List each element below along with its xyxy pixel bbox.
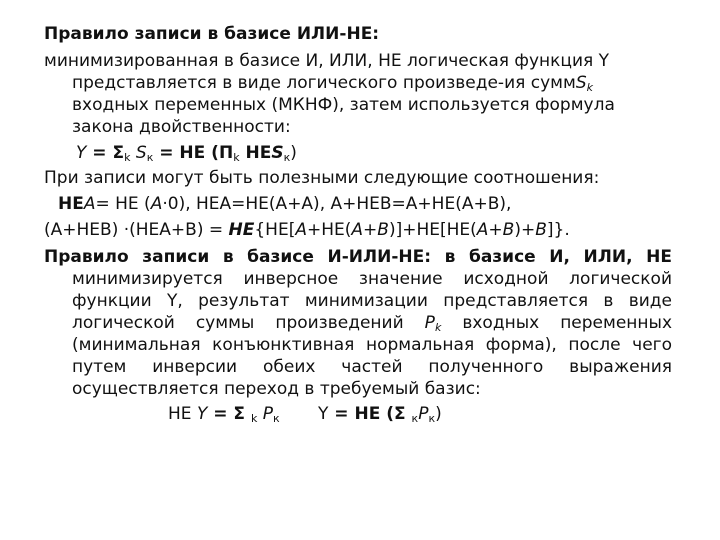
p3-line-2 (72, 291, 672, 311)
r1-b: A (83, 194, 96, 214)
r2-a: (А+НЕВ) ·(НЕА+В) = (44, 220, 229, 240)
r2-g: + (363, 220, 378, 240)
p1-line-3 (72, 95, 615, 115)
p1-text: представляется в виде логического произведе-ия сумм (72, 73, 576, 93)
p3-text: минимизируется инверсное значение исходной логической (72, 269, 672, 289)
p3-text: (минимальная конъюнктивная нормальная форма), после чего (72, 335, 672, 355)
heading-text: Правило записи в базисе ИЛИ-НЕ: (44, 24, 380, 44)
f2-eq2: = НЕ (Σ (328, 404, 412, 424)
r2-c: {НЕ[ (254, 220, 296, 240)
r2-b: НЕ (228, 220, 255, 240)
r2-i: )]+НЕ[НЕ( (388, 220, 477, 240)
p1-text: минимизированная в базисе И, ИЛИ, НЕ логическая функция Y (44, 51, 610, 71)
p3-text: путем инверсии обеих частей полученного выражения (72, 357, 672, 377)
p2-text: При записи могут быть полезными следующие соотношения: (44, 168, 600, 188)
f2-k2: к (272, 412, 280, 425)
formula-2b (318, 404, 442, 424)
p3-line-3 (72, 313, 672, 333)
p1-line-4 (72, 117, 291, 137)
p3-P: P (424, 313, 435, 333)
f1-mid: = НЕ (П (153, 143, 234, 163)
f1-s2: S (271, 143, 284, 163)
heading-or-not-rule (44, 24, 379, 44)
p3-line-4 (72, 335, 672, 355)
f2-k3: к (411, 412, 419, 425)
f1-k3: k (233, 151, 240, 164)
r2-o: ]}. (546, 220, 570, 240)
relations-line-2 (44, 220, 570, 240)
f2-p2: P (418, 404, 429, 424)
r2-m: )+ (514, 220, 536, 240)
r2-d: A (295, 220, 307, 240)
r1-e: ·0), НЕА=НЕ(А+А), А+НЕВ=А+НЕ(А+В), (162, 194, 512, 214)
p1-text: закона двойственности: (72, 117, 291, 137)
r1-d: A (150, 194, 163, 214)
p1-text: входных переменных (МКНФ), затем используется формула (72, 95, 615, 115)
f2-eq: = Σ (207, 404, 251, 424)
p3-k: k (434, 321, 442, 334)
r2-n: B (535, 220, 547, 240)
p3-text: логической суммы произведений (72, 313, 404, 333)
r1-a: НЕ (58, 194, 84, 214)
f2-close: ) (435, 404, 442, 424)
f1-y: Y (76, 143, 87, 163)
f2-y2: Y (318, 404, 329, 424)
p1-line-2 (72, 73, 593, 93)
p3-line-1 (72, 269, 672, 289)
p2-line (44, 168, 599, 188)
f2-p: P (257, 404, 273, 424)
r2-e: +НЕ( (306, 220, 352, 240)
r1-c: = НЕ ( (95, 194, 151, 214)
relations-line-1 (58, 194, 511, 214)
p1-line-1 (44, 51, 609, 71)
p1-S: S (575, 73, 587, 93)
p3-text: функции Y, результат минимизации представляется в виде (72, 291, 672, 311)
p3-line-5 (72, 357, 672, 377)
f1-k1: k (124, 151, 131, 164)
f2-ne: НЕ (168, 404, 197, 424)
f1-k4: к (283, 151, 291, 164)
formula-2a (168, 404, 280, 424)
f2-k1: k (250, 412, 258, 425)
p3-text: осуществляется переход в требуемый базис: (72, 379, 481, 399)
r2-j: A (476, 220, 489, 240)
r2-f: A (351, 220, 364, 240)
f1-sigma: Σ (112, 143, 125, 163)
r2-k: + (488, 220, 503, 240)
f1-eq: = (86, 143, 113, 163)
heading2-text: Правило записи в базисе И-ИЛИ-НЕ: в базисе И, ИЛИ, НЕ (44, 247, 672, 267)
formula-1 (76, 143, 297, 163)
f1-k2: к (146, 151, 154, 164)
f1-s: S (135, 143, 147, 163)
r2-h: B (377, 220, 389, 240)
f1-close: ) (290, 143, 297, 163)
f1-ne: НЕ (239, 143, 272, 163)
p3-line-6 (72, 379, 481, 399)
r2-l: B (502, 220, 515, 240)
f2-k4: к (428, 412, 436, 425)
heading-and-or-not-rule (44, 247, 672, 267)
p3-text: входных переменных (462, 313, 673, 333)
p1-k: k (586, 81, 593, 94)
f2-y: Y (196, 404, 208, 424)
